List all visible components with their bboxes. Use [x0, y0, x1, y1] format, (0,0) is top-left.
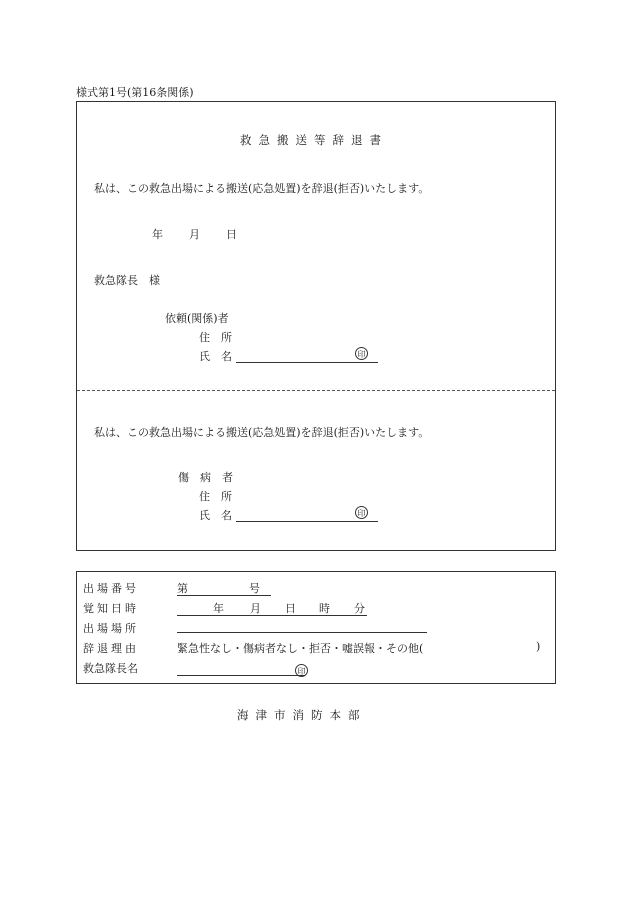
- notification-time-label: 覚知日時: [83, 602, 139, 615]
- requester-seal: 印: [355, 347, 368, 360]
- patient-seal: 印: [355, 506, 368, 519]
- requester-name-line[interactable]: [236, 362, 378, 363]
- patient-heading: 傷 病 者: [178, 471, 233, 484]
- requester-heading: 依頼(関係)者: [165, 312, 229, 325]
- time-hour-unit: 時: [319, 602, 330, 615]
- requester-name-label: 氏 名: [199, 350, 232, 363]
- addressee: 救急隊長 様: [94, 274, 160, 287]
- captain-seal: 印: [295, 664, 308, 677]
- captain-name-label: 救急隊長名: [83, 662, 138, 675]
- patient-address-label: 住 所: [199, 490, 232, 503]
- time-month-unit: 月: [250, 602, 261, 615]
- document-title: 救急搬送等辞退書: [240, 133, 388, 147]
- dispatch-number-prefix: 第: [177, 582, 188, 595]
- date-day-label: 日: [226, 228, 237, 241]
- date-year-label: 年: [152, 228, 163, 241]
- dispatch-number-label: 出場番号: [83, 582, 139, 595]
- cut-line: [77, 390, 555, 391]
- location-label: 出場場所: [83, 622, 139, 635]
- record-box: [76, 571, 556, 684]
- reason-label: 辞退理由: [83, 642, 139, 655]
- requester-address-label: 住 所: [199, 331, 232, 344]
- captain-name-line[interactable]: [177, 675, 305, 676]
- form-number: 様式第1号(第16条関係): [76, 86, 194, 99]
- reason-options[interactable]: 緊急性なし・傷病者なし・拒否・嘘誤報・その他(: [177, 642, 424, 655]
- patient-name-label: 氏 名: [199, 509, 232, 522]
- notification-time-line[interactable]: [177, 615, 367, 616]
- time-day-unit: 日: [285, 602, 296, 615]
- location-line[interactable]: [177, 632, 427, 633]
- time-minute-unit: 分: [354, 602, 365, 615]
- issuing-authority: 海津市消防本部: [237, 708, 367, 722]
- time-year-unit: 年: [213, 602, 224, 615]
- reason-close: ): [536, 640, 541, 653]
- dispatch-number-suffix: 号: [249, 582, 260, 595]
- declaration-text-2: 私は、この救急出場による搬送(応急処置)を辞退(拒否)いたします。: [94, 426, 430, 439]
- dispatch-number-line[interactable]: [177, 595, 271, 596]
- declaration-box: [76, 101, 556, 551]
- declaration-text-1: 私は、この救急出場による搬送(応急処置)を辞退(拒否)いたします。: [94, 182, 430, 195]
- patient-name-line[interactable]: [236, 521, 378, 522]
- date-month-label: 月: [189, 228, 200, 241]
